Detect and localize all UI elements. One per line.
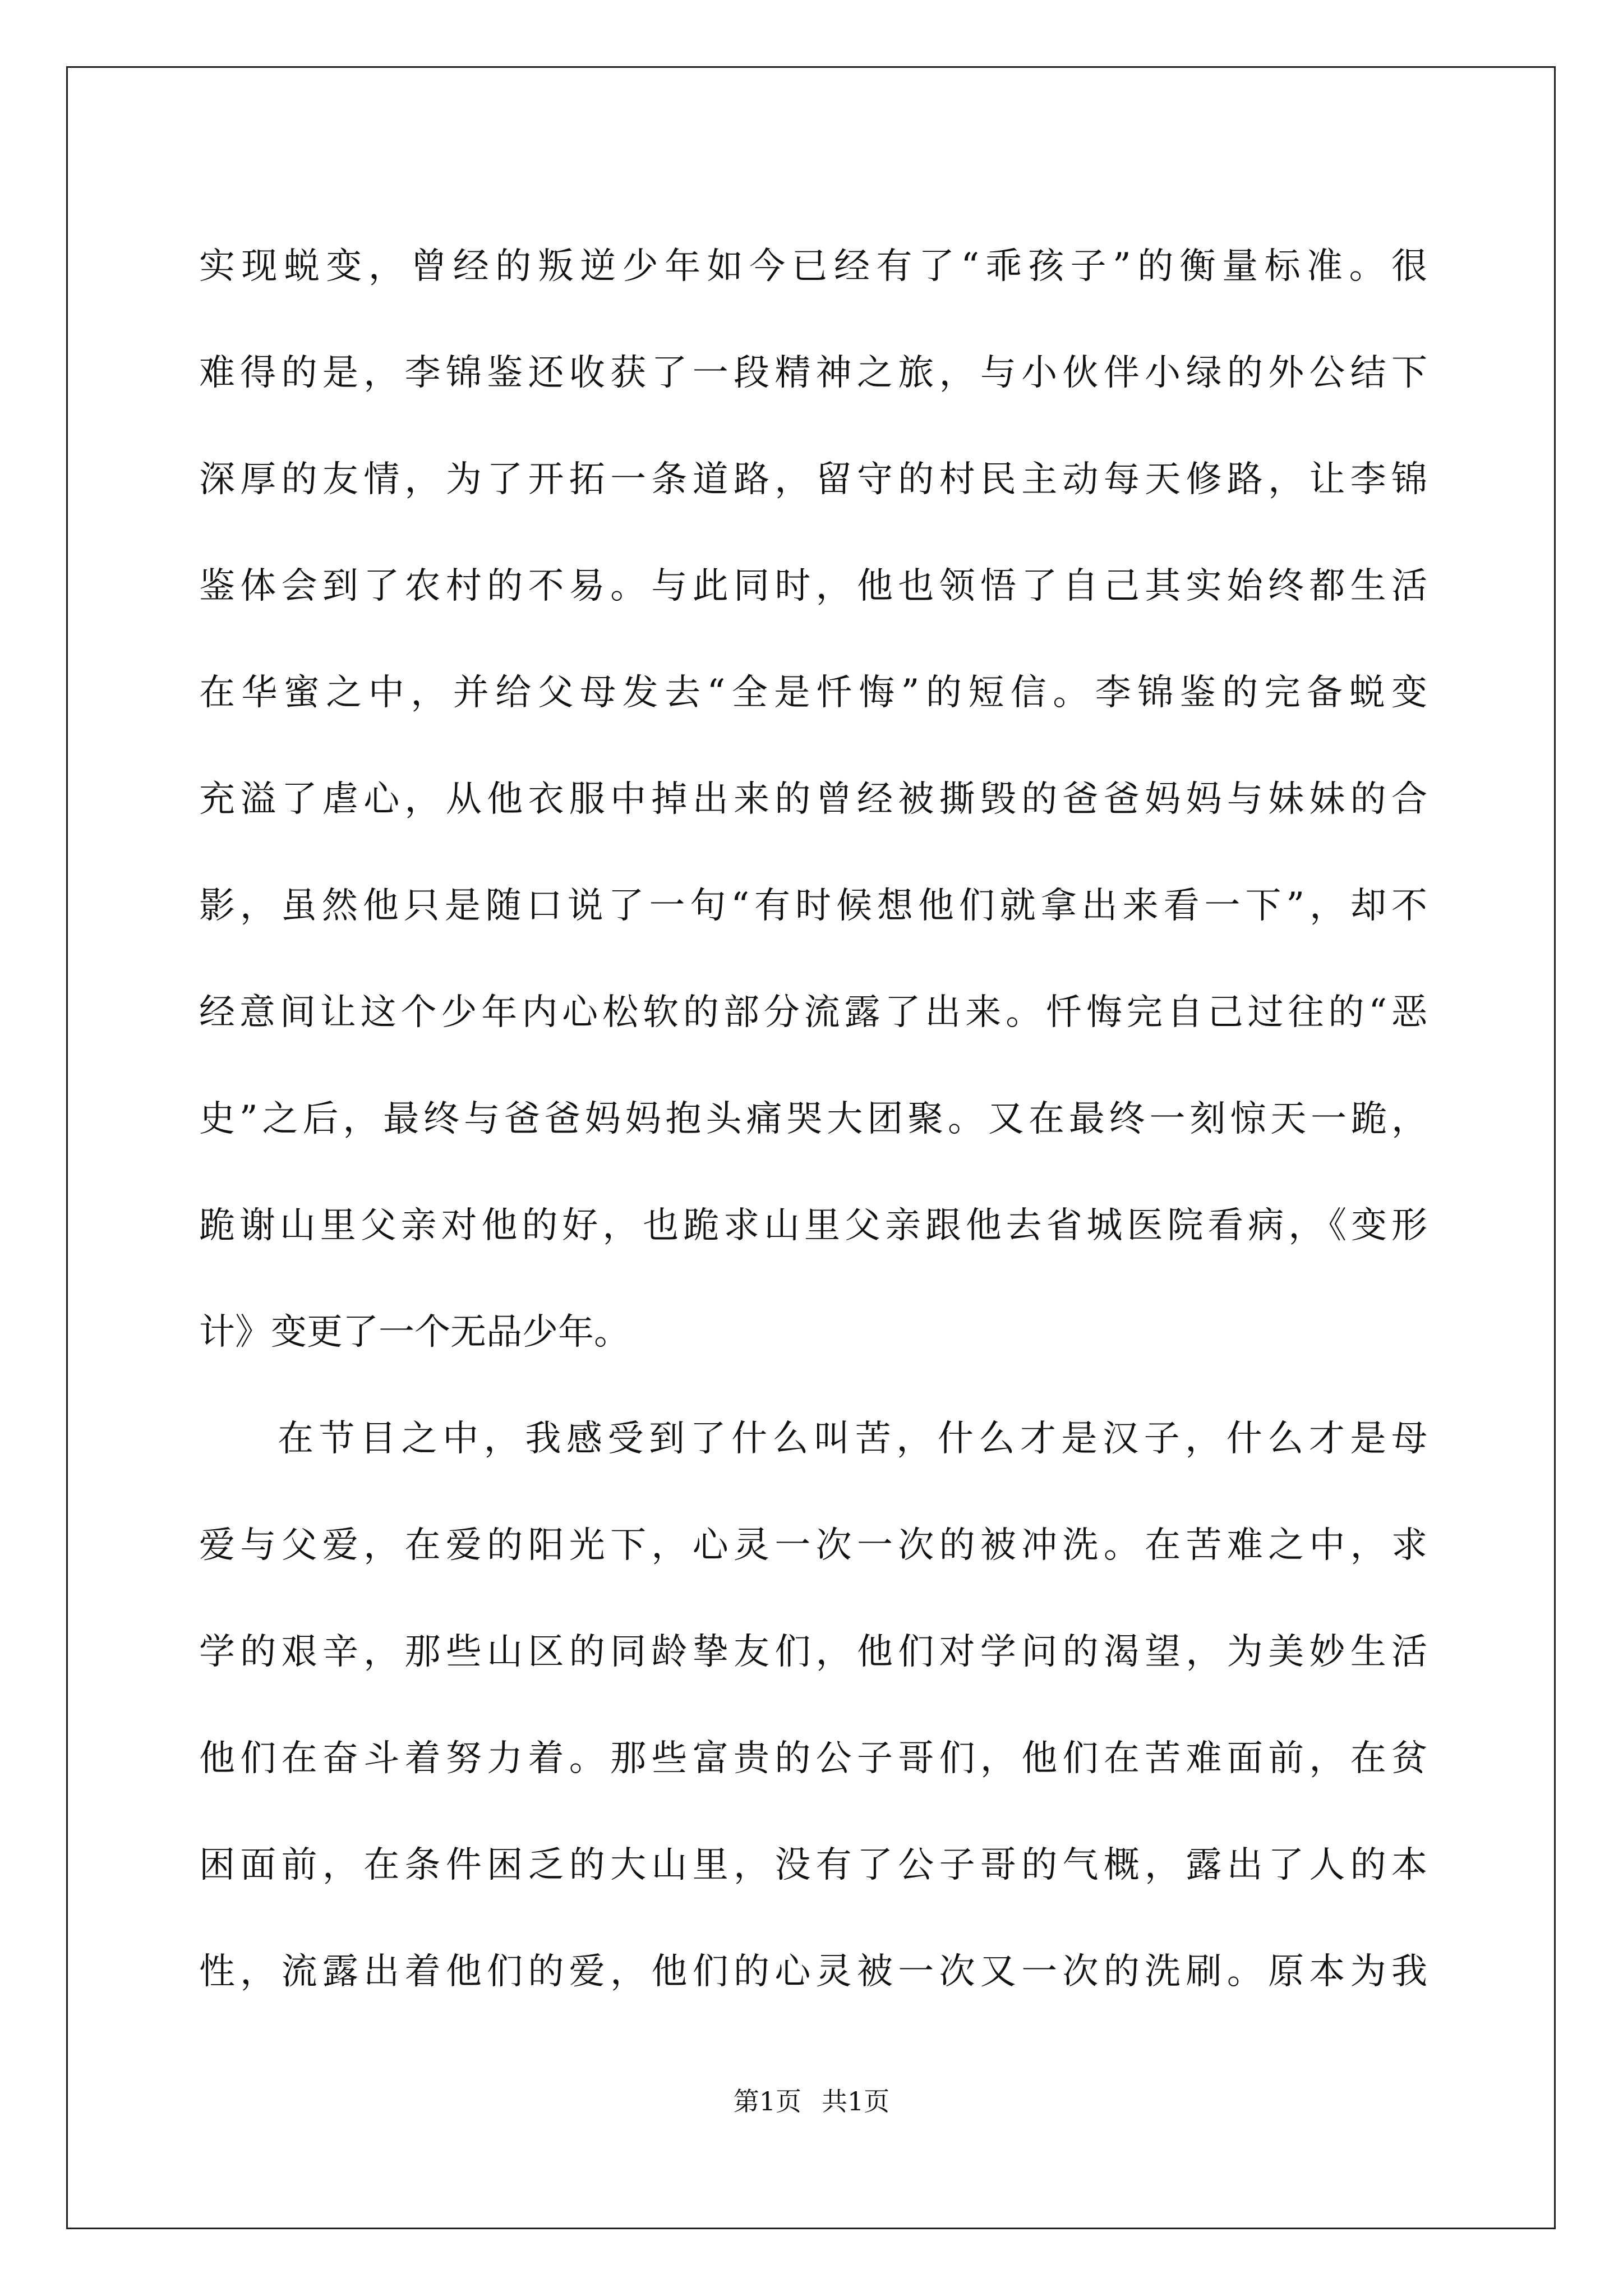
text-line: 爱与父爱，在爱的阳光下，心灵一次一次的被冲洗。在苦难之中，求 [199, 1525, 1427, 1566]
document-body [199, 213, 1427, 2025]
text-line: 在节目之中，我感受到了什么叫苦，什么才是汉子，什么才是母 [278, 1418, 1427, 1460]
text-line: 难得的是，李锦鉴还收获了一段精神之旅，与小伙伴小绿的外公结下 [199, 352, 1427, 394]
text-line: 影，虽然他只是随口说了一句“有时候想他们就拿出来看一下”，却不 [199, 885, 1427, 927]
page-number: 第1页 [733, 2086, 801, 2116]
text-line: 史”之后，最终与爸爸妈妈抱头痛哭大团聚。又在最终一刻惊天一跪， [199, 1098, 1427, 1140]
text-line: 性，流露出着他们的爱，他们的心灵被一次又一次的洗刷。原本为我 [199, 1951, 1427, 1993]
text-line: 困面前，在条件困乏的大山里，没有了公子哥的气概，露出了人的本 [199, 1844, 1427, 1886]
text-line: 跪谢山里父亲对他的好，也跪求山里父亲跟他去省城医院看病，《变形 [199, 1205, 1427, 1246]
text-line: 充溢了虐心，从他衣服中掉出来的曾经被撕毁的爸爸妈妈与妹妹的合 [199, 779, 1427, 820]
text-line: 经意间让这个少年内心松软的部分流露了出来。忏悔完自己过往的“恶 [199, 992, 1427, 1033]
text-line: 学的艰辛，那些山区的同龄挚友们，他们对学问的渴望，为美妙生活 [199, 1631, 1427, 1673]
page-total: 共1页 [822, 2086, 890, 2116]
text-line: 深厚的友情，为了开拓一条道路，留守的村民主动每天修路，让李锦 [199, 459, 1427, 500]
text-line: 他们在奋斗着努力着。那些富贵的公子哥们，他们在苦难面前，在贫 [199, 1738, 1427, 1779]
text-line: 实现蜕变，曾经的叛逆少年如今已经有了“乖孩子”的衡量标准。很 [199, 246, 1427, 287]
page-footer [0, 2081, 1623, 2118]
text-line: 在华蜜之中，并给父母发去“全是忏悔”的短信。李锦鉴的完备蜕变 [199, 672, 1427, 714]
text-line: 计》变更了一个无品少年。 [199, 1312, 630, 1353]
text-line: 鉴体会到了农村的不易。与此同时，他也领悟了自己其实始终都生活 [199, 565, 1427, 607]
